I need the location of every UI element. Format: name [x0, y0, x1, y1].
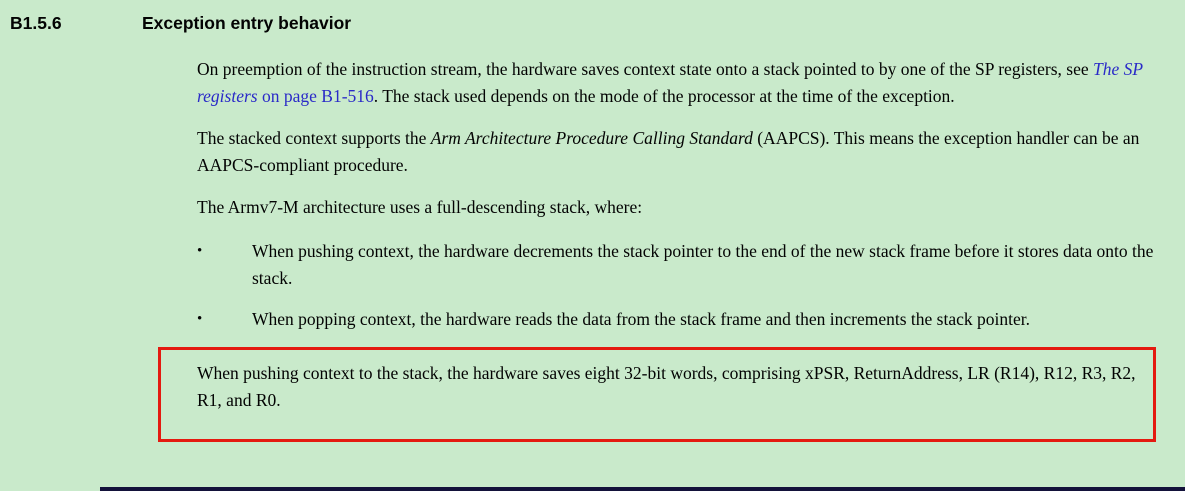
- text-segment: . The stack used depends on the mode of the processor at the time of the exception.: [373, 86, 955, 106]
- list-item-text: When popping context, the hardware reads the data from the stack frame and then increments the stack pointer.: [252, 309, 1030, 329]
- section-number: B1.5.6: [10, 13, 62, 33]
- bullet-icon: •: [197, 311, 203, 327]
- text-segment: On preemption of the instruction stream, the hardware saves context state onto a stack pointed to by one of the SP registers, see: [197, 59, 1093, 79]
- paragraph-sp-registers: [197, 56, 1155, 110]
- highlighted-paragraph: When pushing context to the stack, the hardware saves eight 32-bit words, comprising xPSR, ReturnAddress, LR (R14), R12, R3, R2, R1, and R0.: [197, 363, 1136, 410]
- footer-divider: [100, 487, 1185, 491]
- highlight-annotation-box: [158, 347, 1156, 442]
- paragraph-aapcs: [197, 125, 1155, 179]
- text-segment: (AAPCS). This means the exception handler can be an AAPCS-compliant procedure.: [197, 128, 1140, 175]
- section-title: Exception entry behavior: [142, 13, 352, 33]
- bullet-icon: •: [197, 243, 203, 259]
- section-body: [197, 56, 1155, 442]
- list-item: [197, 306, 1155, 333]
- paragraph-full-descending-stack: The Armv7-M architecture uses a full-descending stack, where:: [197, 197, 643, 217]
- section-heading: [0, 11, 1185, 35]
- cross-reference-link[interactable]: The SP registers: [197, 59, 1143, 106]
- cross-reference-link[interactable]: on page B1-516: [257, 86, 374, 106]
- text-segment: Arm Architecture Procedure Calling Standard: [430, 128, 753, 148]
- list-item-text: When pushing context, the hardware decrements the stack pointer to the end of the new stack frame before it stores data onto the stack.: [252, 241, 1154, 288]
- text-segment: The stacked context supports the: [197, 128, 431, 148]
- list-item: [197, 238, 1155, 292]
